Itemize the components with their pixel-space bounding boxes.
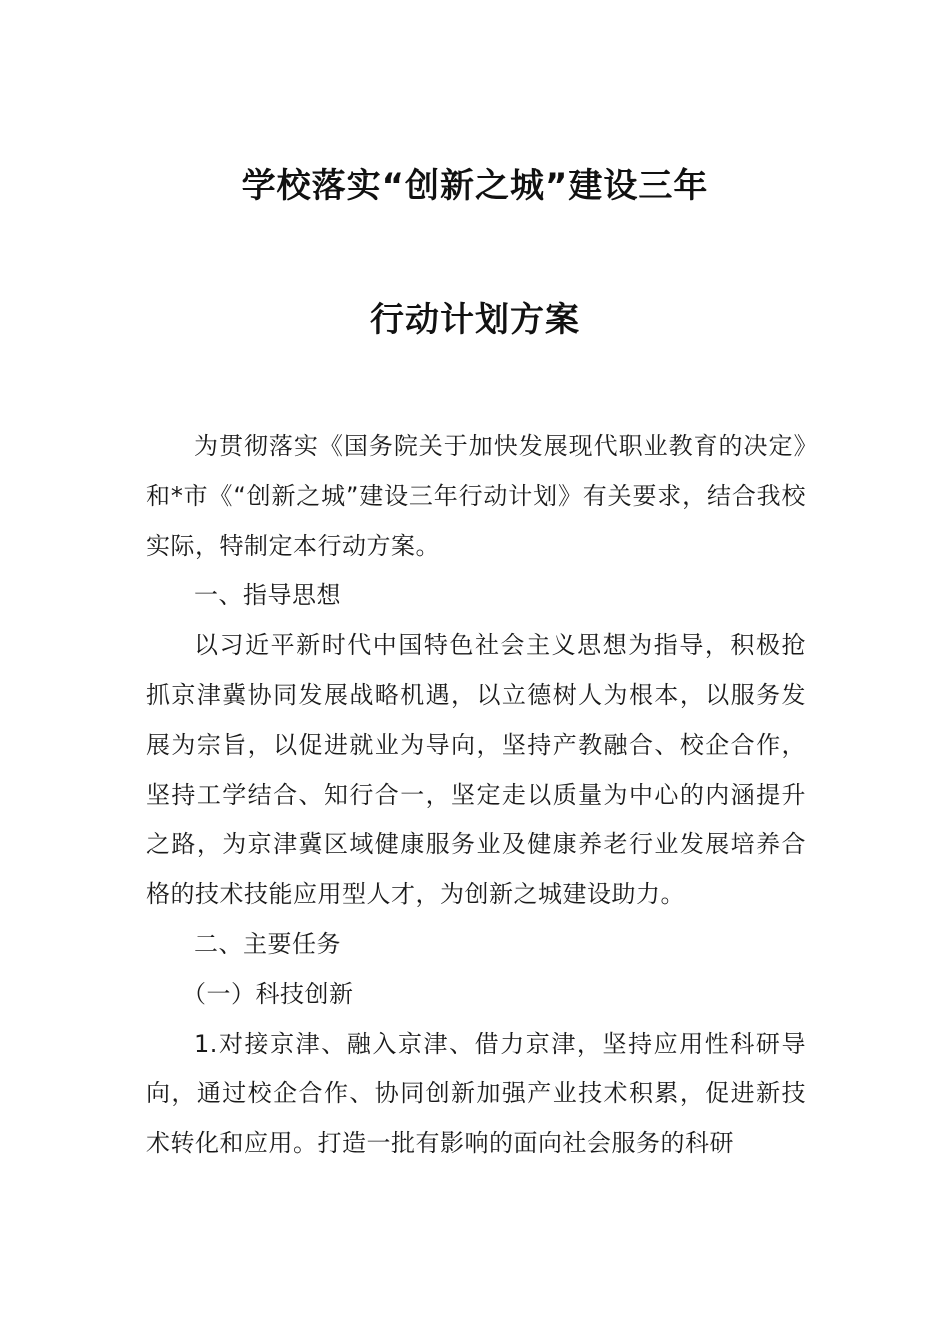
document-title-line-2: 行动计划方案 <box>370 300 580 340</box>
document-title-line-1: 学校落实“创新之城”建设三年 <box>241 166 709 206</box>
section-heading-main-tasks: 二、主要任务 <box>194 929 341 958</box>
guiding-ideology-paragraph: 以习近平新时代中国特色社会主义思想为指导，积极抢抓京津冀协同发展战略机遇，以立德树人为根本，以服务发展为宗旨，以促进就业为导向，坚持产教融合、校企合作，坚持工学结合、知行合一，坚定走以质量为中心的内涵提升之路，为京津冀区域健康服务业及健康养老行业发展培养合格的技术技能应用型人才，为创新之城建设助力。 <box>146 631 806 909</box>
tech-innovation-item-1: 1.对接京津、融入京津、借力京津，坚持应用性科研导向，通过校企合作、协同创新加强产业技术积累，促进新技术转化和应用。打造一批有影响的面向社会服务的科研 <box>146 1029 806 1158</box>
section-heading-guiding-ideology: 一、指导思想 <box>194 581 341 610</box>
subsection-heading-tech-innovation: （一）科技创新 <box>182 979 354 1008</box>
document-body <box>146 422 806 1169</box>
intro-paragraph: 为贯彻落实《国务院关于加快发展现代职业教育的决定》和*市《“创新之城”建设三年行动计划》有关要求，结合我校实际，特制定本行动方案。 <box>146 432 806 560</box>
